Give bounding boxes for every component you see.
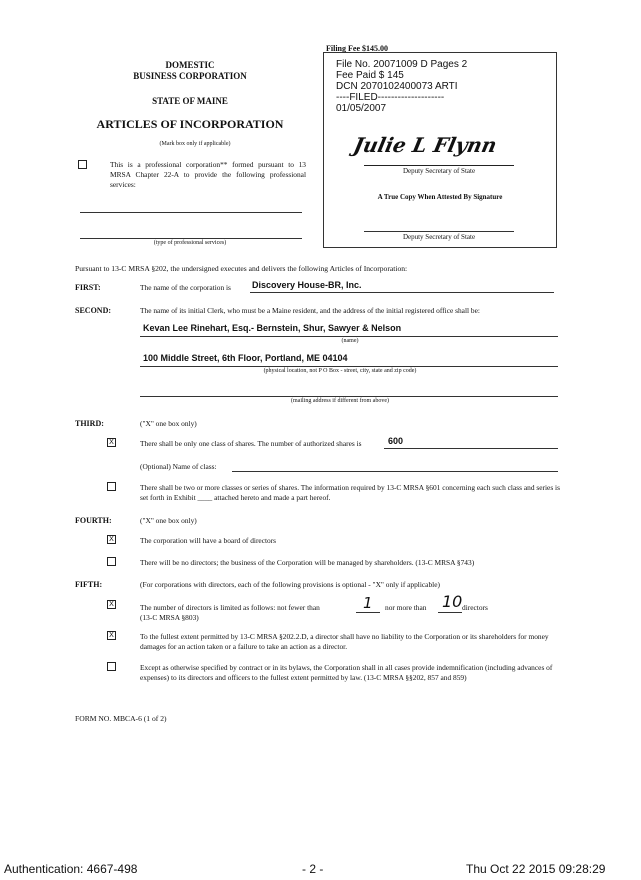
page-title: ARTICLES OF INCORPORATION xyxy=(96,117,284,131)
second-text: The name of its initial Clerk, who must be a Maine resident, and the address of the initial registered office shall be: xyxy=(140,306,480,315)
stamp-date: 01/05/2007 xyxy=(336,103,387,114)
fifth-option1-text-c: directors xyxy=(462,603,488,612)
intro-text: Pursuant to 13-C MRSA §202, the undersigned executes and delivers the following Articles of Incorporation: xyxy=(75,264,408,273)
fourth-option1-text: The corporation will have a board of directors xyxy=(140,536,277,545)
fifth-option1-text-b: nor more than xyxy=(385,603,427,612)
header-state: STATE OF MAINE xyxy=(152,96,228,106)
stamp-file-no: File No. 20071009 D Pages 2 xyxy=(336,59,468,70)
true-copy-text: A True Copy When Attested By Signature xyxy=(377,193,503,201)
fifth-option3-text: Except as otherwise specified by contract or in its bylaws, the Corporation shall in all cases provide indemnification (including advances of expenses) to its directors and officers to the fullest extent permitted by law. (13-C MRSA §§202, 857 and 859) xyxy=(140,663,553,682)
class-name-label: (Optional) Name of class: xyxy=(140,462,217,471)
min-directors-line xyxy=(356,612,380,613)
fifth-option1-ref: (13-C MRSA §803) xyxy=(140,613,199,622)
filing-fee: Filing Fee $145.00 xyxy=(326,44,388,53)
class-name-line xyxy=(232,471,558,472)
fifth-label: FIFTH: xyxy=(75,580,103,589)
professional-checkbox[interactable] xyxy=(78,160,87,169)
corporation-name-value[interactable]: Discovery House-BR, Inc. xyxy=(252,280,362,290)
fourth-instruction: ("X" one box only) xyxy=(140,516,197,525)
mailing-address-line xyxy=(140,396,558,397)
authorized-shares-value[interactable]: 600 xyxy=(388,436,404,446)
fifth-option1-text-a: The number of directors is limited as follows: not fewer than xyxy=(140,603,320,612)
max-directors-line xyxy=(438,612,462,613)
fourth-option1-checkbox[interactable]: X xyxy=(107,535,116,544)
third-label: THIRD: xyxy=(75,419,104,428)
third-option2-checkbox[interactable] xyxy=(107,482,116,491)
stamp-dcn: DCN 2070102400073 ARTI xyxy=(336,81,458,92)
clerk-address-value[interactable]: 100 Middle Street, 6th Floor, Portland, ME 04104 xyxy=(143,353,348,363)
first-text: The name of the corporation is xyxy=(140,283,231,292)
attest-line xyxy=(364,231,514,232)
services-line-2 xyxy=(80,238,302,239)
authorized-shares-line xyxy=(384,448,558,449)
third-option1-text: There shall be only one class of shares. The number of authorized shares is xyxy=(140,439,362,448)
fifth-option3-checkbox[interactable] xyxy=(107,662,116,671)
second-label: SECOND: xyxy=(75,306,112,315)
clerk-name-caption: (name) xyxy=(341,338,359,344)
max-directors-value[interactable]: 10 xyxy=(442,592,463,611)
min-directors-value[interactable]: 1 xyxy=(363,594,373,612)
third-option2-text: There shall be two or more classes or series of shares. The information required by 13-C MRSA §601 concerning each such class and series is set forth in Exhibit ____ attached hereto and made a part hereof. xyxy=(140,483,560,502)
mailing-address-caption: (mailing address if different from above) xyxy=(290,398,390,404)
deputy-caption-2: Deputy Secretary of State xyxy=(402,233,476,241)
third-instruction: ("X" one box only) xyxy=(140,419,197,428)
page-number: - 2 - xyxy=(302,862,324,876)
deputy-caption-1: Deputy Secretary of State xyxy=(402,167,476,175)
professional-text: This is a professional corporation** formed pursuant to 13 MRSA Chapter 22-A to provide the following professional services: xyxy=(110,160,306,189)
third-option1-checkbox[interactable]: X xyxy=(107,438,116,447)
header-business-corporation: BUSINESS CORPORATION xyxy=(133,71,247,81)
form-number: FORM NO. MBCA-6 (1 of 2) xyxy=(75,714,167,723)
fourth-label: FOURTH: xyxy=(75,516,112,525)
fourth-option2-checkbox[interactable] xyxy=(107,557,116,566)
stamp-filed: ----FILED-------------------- xyxy=(336,92,445,103)
fifth-instruction: (For corporations with directors, each of the following provisions is optional - "X" only if applicable) xyxy=(140,580,440,589)
filing-stamp-box xyxy=(323,52,557,248)
deputy-signature: Julie L Flynn xyxy=(351,133,499,157)
authentication-code: Authentication: 4667-498 xyxy=(4,862,138,876)
fourth-option2-text: There will be no directors; the business of the Corporation will be managed by shareholders. (13-C MRSA §743) xyxy=(140,558,475,567)
corporation-name-line xyxy=(250,292,554,293)
stamp-fee-paid: Fee Paid $ 145 xyxy=(336,70,404,81)
clerk-name-line xyxy=(140,336,558,337)
type-of-services-caption: (type of professional services) xyxy=(153,240,227,246)
header-domestic: DOMESTIC xyxy=(165,60,215,70)
fifth-option2-checkbox[interactable]: X xyxy=(107,631,116,640)
fifth-option1-checkbox[interactable]: X xyxy=(107,600,116,609)
signature-line xyxy=(364,165,514,166)
footer-timestamp: Thu Oct 22 2015 09:28:29 xyxy=(466,862,606,876)
clerk-address-caption: (physical location, not P O Box - street, city, state and zip code) xyxy=(263,368,417,374)
clerk-name-value[interactable]: Kevan Lee Rinehart, Esq.- Bernstein, Shur, Sawyer & Nelson xyxy=(143,323,402,333)
clerk-address-line xyxy=(140,366,558,367)
first-label: FIRST: xyxy=(75,283,101,292)
mark-box-note: (Mark box only if applicable) xyxy=(159,141,231,147)
services-line-1 xyxy=(80,212,302,213)
fifth-option2-text: To the fullest extent permitted by 13-C MRSA §202.2.D, a director shall have no liability to the Corporation or its shareholders for money damages for an action taken or a failure to take an action as a director. xyxy=(140,632,549,651)
